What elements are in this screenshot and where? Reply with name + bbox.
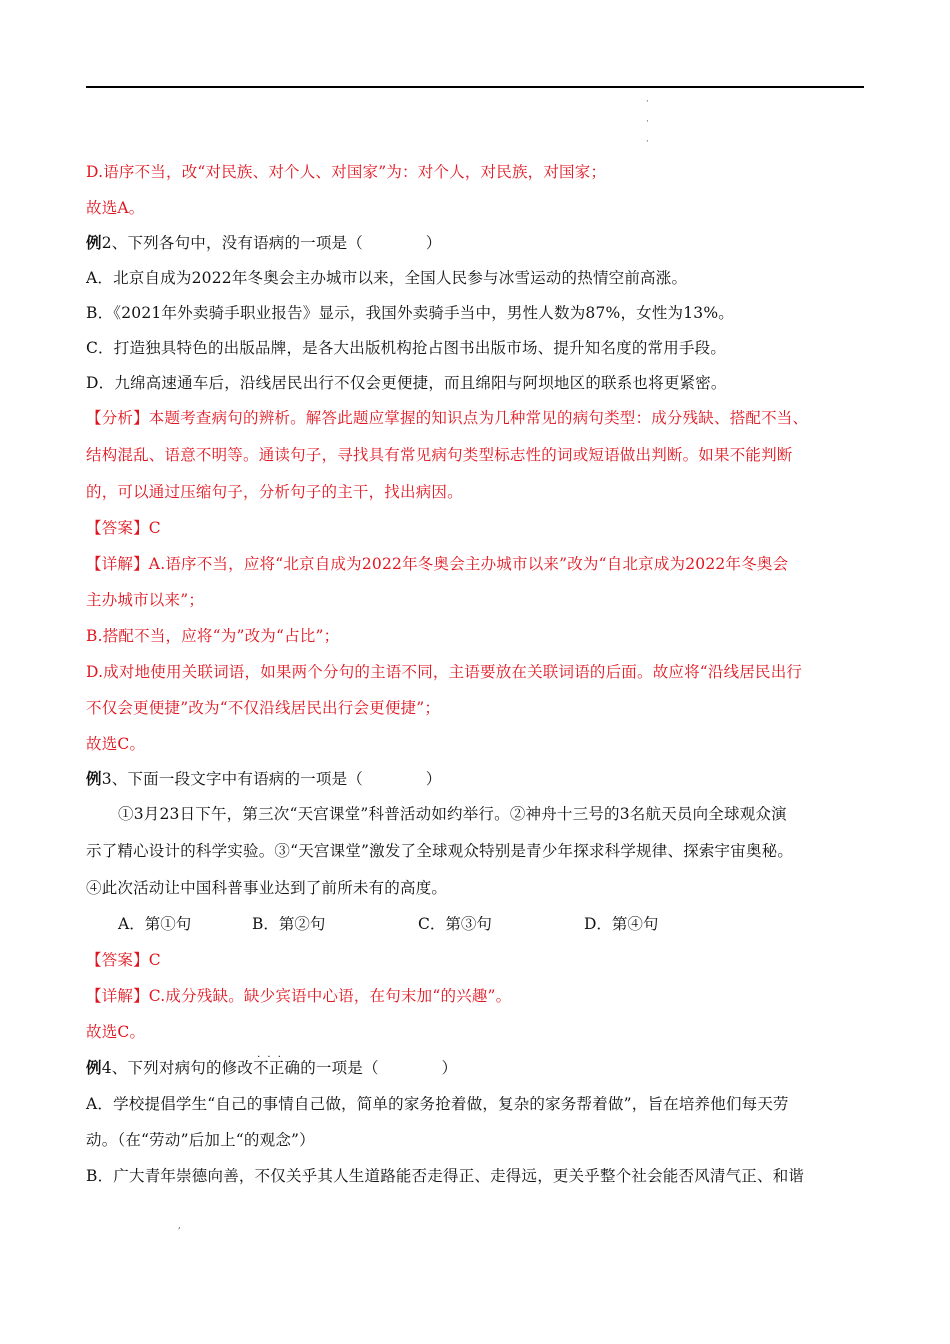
passage-line: ①3月23日下午，第三次“天宫课堂”科普活动如约举行。②神舟十三号的3名航天员向全球观众演 bbox=[118, 805, 787, 823]
example-4-question bbox=[86, 1057, 457, 1079]
decorative-dot: , bbox=[178, 1221, 181, 1231]
question-text: 4、下列对病句的修改 bbox=[101, 1059, 254, 1077]
detail-line: 【详解】A.语序不当，应将“北京自成为2022年冬奥会主办城市以来”改为“自北京成为2022年冬奥会 bbox=[86, 555, 789, 573]
passage-line: ④此次活动让中国科普事业达到了前所未有的高度。 bbox=[86, 879, 448, 897]
detail-line: 不仅会更便捷”改为“不仅沿线居民出行会更便捷”； bbox=[86, 699, 441, 717]
question-text: 的一项是（ ） bbox=[300, 1059, 458, 1077]
header-rule bbox=[86, 86, 864, 88]
example-label: 例 bbox=[86, 769, 102, 788]
analysis-line: 的，可以通过压缩句子，分析句子的主干，找出病因。 bbox=[86, 483, 463, 501]
detail-line: 主办城市以来”； bbox=[86, 591, 205, 609]
option-a: A．学校提倡学生“自己的事情自己做，简单的家务抢着做，复杂的家务帮着做”，旨在培养他们每天劳 bbox=[86, 1095, 789, 1113]
detail-line: 【详解】C.成分残缺。缺少宾语中心语，在句末加“的兴趣”。 bbox=[86, 987, 512, 1005]
option-a-continued: 动。（在“劳动”后加上“的观念”） bbox=[86, 1131, 315, 1149]
prev-answer-line: D.语序不当，改“对民族、对个人、对国家”为：对个人，对民族，对国家； bbox=[86, 163, 607, 181]
decorative-dot: · bbox=[646, 97, 649, 107]
conclusion-line: 故选C。 bbox=[86, 1023, 146, 1041]
option-d: D．第④句 bbox=[584, 915, 659, 933]
option-c: C．打造独具特色的出版品牌，是各大出版机构抢占图书出版市场、提升知名度的常用手段。 bbox=[86, 339, 727, 357]
detail-line: B.搭配不当，应将“为”改为“占比”； bbox=[86, 627, 340, 645]
option-d: D．九绵高速通车后，沿线居民出行不仅会更便捷，而且绵阳与阿坝地区的联系也将更紧密。 bbox=[86, 374, 727, 392]
question-text: 3、下面一段文字中有语病的一项是（ ） bbox=[101, 770, 442, 788]
detail-line: D.成对地使用关联词语，如果两个分句的主语不同，主语要放在关联词语的后面。故应将“沿线居民出行 bbox=[86, 663, 803, 681]
option-a: A．北京自成为2022年冬奥会主办城市以来，全国人民参与冰雪运动的热情空前高涨。 bbox=[86, 269, 688, 287]
decorative-dot: · bbox=[646, 117, 649, 127]
question-text: 2、下列各句中，没有语病的一项是（ ） bbox=[101, 234, 442, 252]
analysis-line: 【分析】本题考查病句的辨析。解答此题应掌握的知识点为几种常见的病句类型：成分残缺、搭配不当、 bbox=[86, 409, 809, 427]
answer-line: 【答案】C bbox=[86, 951, 161, 969]
prev-conclusion: 故选A。 bbox=[86, 199, 145, 217]
passage-line: 示了精心设计的科学实验。③“天宫课堂”激发了全球观众特别是青少年探求科学规律、探索宇宙奥秘。 bbox=[86, 842, 794, 860]
example-label: 例 bbox=[86, 1058, 102, 1077]
emphasized-text: · · · 不正确 bbox=[253, 1059, 300, 1077]
option-b: B．《2021年外卖骑手职业报告》显示，我国外卖骑手当中，男性人数为87%，女性为13%。 bbox=[86, 304, 734, 322]
option-c: C．第③句 bbox=[418, 915, 492, 933]
option-b: B．广大青年崇德向善，不仅关乎其人生道路能否走得正、走得远，更关乎整个社会能否风清气正、和谐 bbox=[86, 1167, 805, 1185]
example-3-question bbox=[86, 768, 441, 790]
decorative-dot: · bbox=[646, 137, 649, 147]
answer-line: 【答案】C bbox=[86, 519, 161, 537]
option-a: A．第①句 bbox=[118, 915, 192, 933]
option-b: B．第②句 bbox=[252, 915, 326, 933]
example-label: 例 bbox=[86, 233, 102, 252]
analysis-line: 结构混乱、语意不明等。通读句子，寻找具有常见病句类型标志性的词或短语做出判断。如果不能判断 bbox=[86, 446, 793, 464]
example-2-question bbox=[86, 232, 441, 254]
conclusion-line: 故选C。 bbox=[86, 735, 146, 753]
